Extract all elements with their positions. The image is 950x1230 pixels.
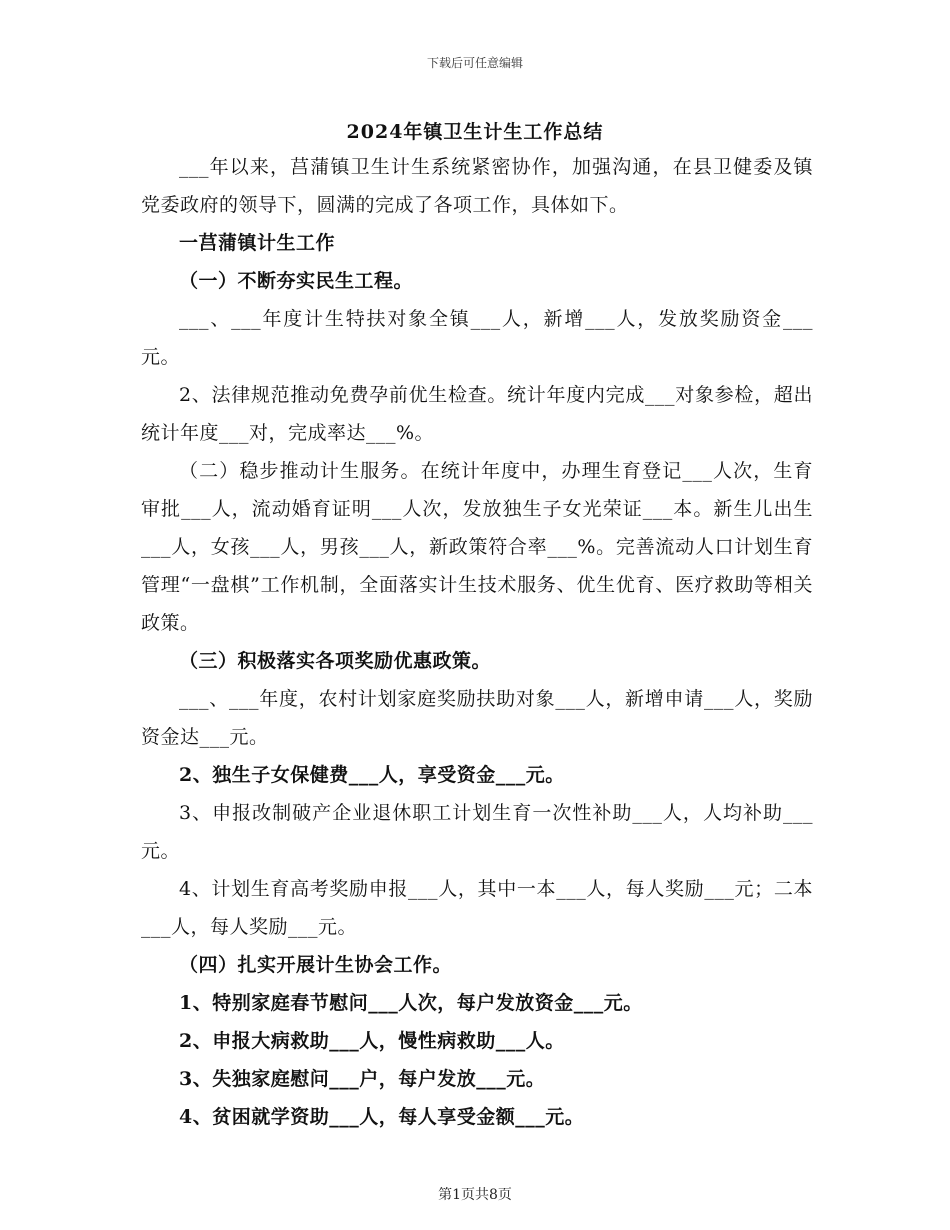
- subsection-heading: （三）积极落实各项奖励优惠政策。: [179, 650, 492, 672]
- subsection-heading: （四）扎实开展计生协会工作。: [179, 954, 453, 976]
- paragraph: ___、___年度计生特扶对象全镇___人，新增___人，发放奖励资金___元。: [141, 308, 813, 368]
- document-body: [141, 148, 813, 1136]
- paragraph: 3、申报改制破产企业退休职工计划生育一次性补助___人，人均补助___元。: [141, 802, 813, 862]
- paragraph-bold: 2、独生子女保健费___人，享受资金___元。: [179, 764, 565, 786]
- section-heading: 一莒蒲镇计生工作: [179, 232, 336, 254]
- paragraph: （二）稳步推动计生服务。在统计年度中，办理生育登记___人次，生育审批___人，流动婚育证明___人次，发放独生子女光荣证___本。新生儿出生___人，女孩___人，男孩___人，新政策符合率___%。完善流动人口计划生育管理“一盘棋”工作机制，全面落实计生技术服务、优生优育、医疗救助等相关政策。: [141, 460, 813, 634]
- paragraph-bold: 3、失独家庭慰问___户，每户发放___元。: [179, 1068, 546, 1090]
- subsection-heading: （一）不断夯实民生工程。: [179, 270, 414, 292]
- paragraph: 2、法律规范推动免费孕前优生检查。统计年度内完成___对象参检，超出统计年度___对，完成率达___%。: [141, 384, 813, 444]
- paragraph: 4、计划生育高考奖励申报___人，其中一本___人，每人奖励___元；二本___人，每人奖励___元。: [141, 878, 813, 938]
- document-title: 2024年镇卫生计生工作总结: [346, 121, 604, 143]
- paragraph: ___年以来，莒蒲镇卫生计生系统紧密协作，加强沟通，在县卫健委及镇党委政府的领导下，圆满的完成了各项工作，具体如下。: [141, 156, 813, 216]
- paragraph-bold: 4、贫困就学资助___人，每人享受金额___元。: [179, 1106, 585, 1128]
- paragraph-bold: 1、特别家庭春节慰问___人次，每户发放资金___元。: [179, 992, 643, 1014]
- header-note: 下载后可任意编辑: [426, 56, 523, 70]
- page-footer: 第1页共8页: [438, 1187, 512, 1203]
- paragraph: ___、___年度，农村计划家庭奖励扶助对象___人，新增申请___人，奖励资金达___元。: [141, 688, 813, 748]
- paragraph-bold: 2、申报大病救助___人，慢性病救助___人。: [179, 1030, 565, 1052]
